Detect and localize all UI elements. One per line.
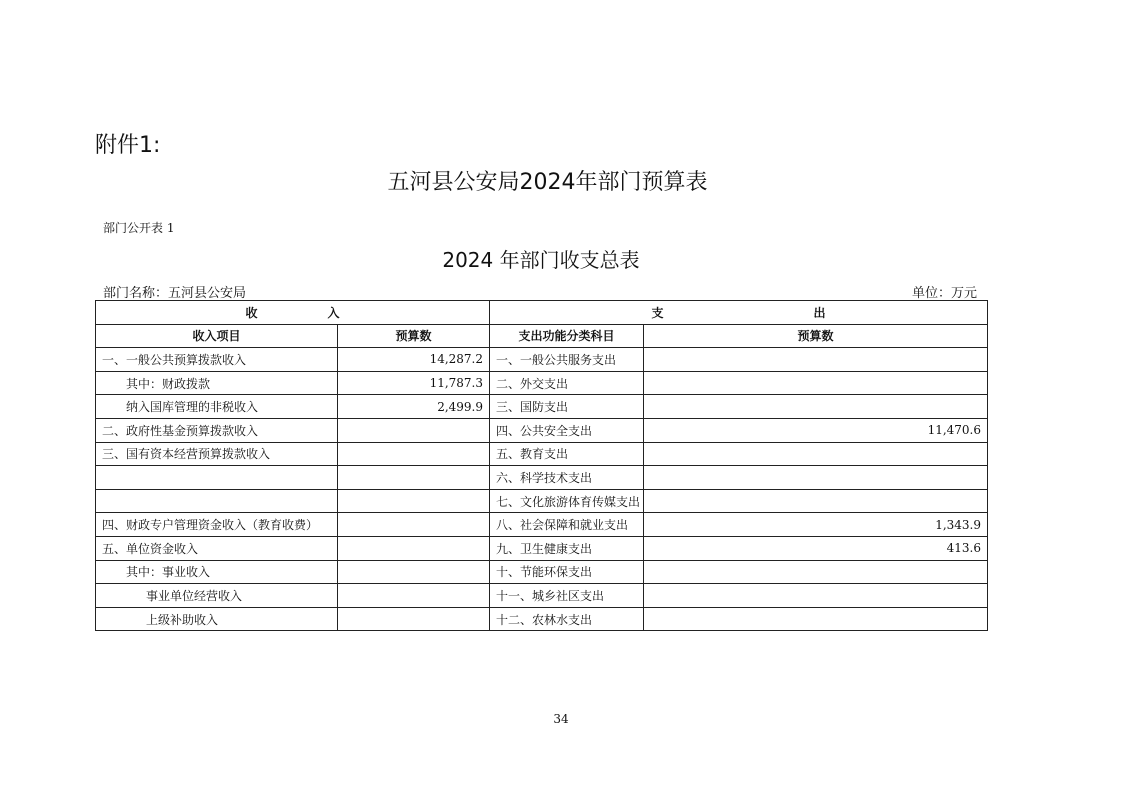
expense-value-cell (644, 560, 988, 584)
expense-header-char-2: 出 (813, 305, 826, 320)
department-name: 部门名称：五河县公安局 (103, 286, 247, 301)
income-item-header: 收入项目 (96, 324, 338, 348)
income-group-header (96, 301, 490, 325)
income-item-cell: 纳入国库管理的非税收入 (96, 395, 338, 419)
table-row (96, 513, 988, 537)
document-title: 五河县公安局2024年部门预算表 (387, 170, 708, 195)
income-value-cell (338, 489, 490, 513)
expense-budget-header: 预算数 (644, 324, 988, 348)
income-item-cell (96, 466, 338, 490)
expense-value-cell (644, 466, 988, 490)
expense-value-cell: 1,343.9 (644, 513, 988, 537)
unit-label: 单位：万元 (912, 286, 978, 301)
income-value-cell (338, 536, 490, 560)
income-item-cell: 其中：事业收入 (96, 560, 338, 584)
expense-group-header (490, 301, 988, 325)
expense-value-cell (644, 489, 988, 513)
expense-value-cell: 11,470.6 (644, 418, 988, 442)
income-header-char-1: 收 (245, 305, 258, 320)
expense-item-cell: 二、外交支出 (490, 371, 644, 395)
expense-value-cell (644, 607, 988, 631)
table-row (96, 607, 988, 631)
income-value-cell: 2,499.9 (338, 395, 490, 419)
income-value-cell (338, 442, 490, 466)
expense-item-header: 支出功能分类科目 (490, 324, 644, 348)
table-row (96, 348, 988, 372)
income-value-cell: 11,787.3 (338, 371, 490, 395)
table-header-group-row (96, 301, 988, 325)
page-number: 34 (553, 712, 569, 726)
expense-item-cell: 十、节能环保支出 (490, 560, 644, 584)
expense-item-cell: 七、文化旅游体育传媒支出 (490, 489, 644, 513)
expense-item-cell: 三、国防支出 (490, 395, 644, 419)
income-budget-header: 预算数 (338, 324, 490, 348)
table-row (96, 395, 988, 419)
table-row (96, 536, 988, 560)
budget-table (95, 300, 988, 631)
income-value-cell (338, 466, 490, 490)
income-value-cell: 14,287.2 (338, 348, 490, 372)
income-header-char-2: 入 (327, 305, 340, 320)
table-number: 部门公开表 1 (103, 221, 175, 235)
expense-item-cell: 六、科学技术支出 (490, 466, 644, 490)
expense-item-cell: 十一、城乡社区支出 (490, 584, 644, 608)
income-value-cell (338, 584, 490, 608)
expense-value-cell (644, 371, 988, 395)
table-row (96, 489, 988, 513)
expense-item-cell: 一、一般公共服务支出 (490, 348, 644, 372)
attachment-label: 附件1: (95, 133, 161, 158)
expense-header-char-1: 支 (651, 305, 664, 320)
expense-value-cell (644, 348, 988, 372)
table-row (96, 584, 988, 608)
expense-item-cell: 五、教育支出 (490, 442, 644, 466)
expense-value-cell (644, 442, 988, 466)
income-value-cell (338, 513, 490, 537)
expense-value-cell (644, 584, 988, 608)
expense-item-cell: 八、社会保障和就业支出 (490, 513, 644, 537)
expense-item-cell: 四、公共安全支出 (490, 418, 644, 442)
table-title: 2024 年部门收支总表 (442, 248, 640, 272)
income-item-cell: 三、国有资本经营预算拨款收入 (96, 442, 338, 466)
expense-item-cell: 十二、农林水支出 (490, 607, 644, 631)
income-value-cell (338, 418, 490, 442)
income-value-cell (338, 560, 490, 584)
income-item-cell: 其中：财政拨款 (96, 371, 338, 395)
income-item-cell: 四、财政专户管理资金收入（教育收费） (96, 513, 338, 537)
expense-value-cell (644, 395, 988, 419)
table-row (96, 418, 988, 442)
table-row (96, 442, 988, 466)
income-value-cell (338, 607, 490, 631)
income-item-cell: 事业单位经营收入 (96, 584, 338, 608)
income-item-cell: 一、一般公共预算拨款收入 (96, 348, 338, 372)
income-item-cell (96, 489, 338, 513)
table-row (96, 560, 988, 584)
table-row (96, 466, 988, 490)
table-row (96, 371, 988, 395)
expense-item-cell: 九、卫生健康支出 (490, 536, 644, 560)
expense-value-cell: 413.6 (644, 536, 988, 560)
table-header-row (96, 324, 988, 348)
income-item-cell: 上级补助收入 (96, 607, 338, 631)
income-item-cell: 二、政府性基金预算拨款收入 (96, 418, 338, 442)
income-item-cell: 五、单位资金收入 (96, 536, 338, 560)
